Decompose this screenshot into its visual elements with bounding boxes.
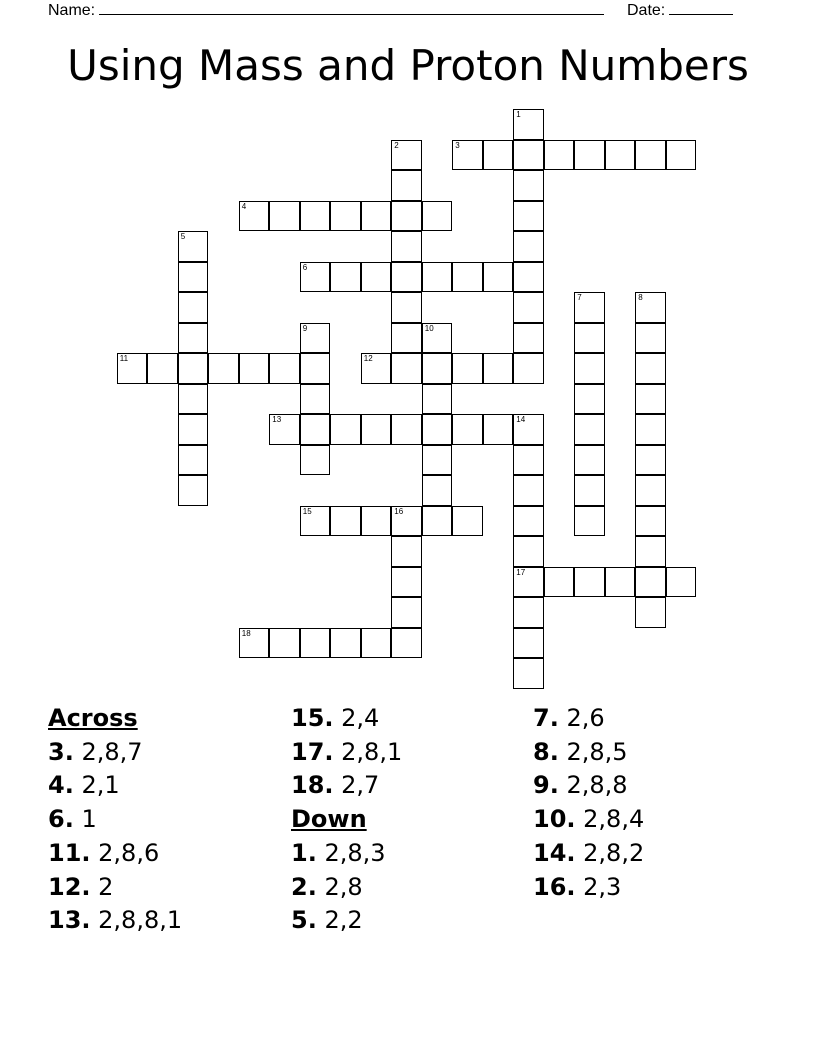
clue-item: 11. 2,8,6	[48, 838, 160, 867]
crossword-cell[interactable]	[391, 323, 422, 354]
crossword-cell[interactable]	[605, 567, 636, 598]
clue-item: 6. 1	[48, 805, 97, 834]
crossword-cell[interactable]	[635, 506, 666, 537]
crossword-cell[interactable]	[300, 262, 331, 293]
crossword-cell[interactable]	[422, 414, 453, 445]
crossword-cell[interactable]	[544, 567, 575, 598]
crossword-cell[interactable]	[239, 628, 270, 659]
cell-number: 5	[180, 232, 186, 242]
crossword-cell[interactable]	[666, 140, 697, 171]
crossword-cell[interactable]	[483, 414, 514, 445]
crossword-cell[interactable]	[391, 292, 422, 323]
crossword-cell[interactable]	[635, 597, 666, 628]
crossword-cell[interactable]	[361, 506, 392, 537]
crossword-cell[interactable]	[178, 292, 209, 323]
crossword-cell[interactable]	[330, 414, 361, 445]
crossword-cell[interactable]	[513, 445, 544, 476]
crossword-cell[interactable]	[178, 323, 209, 354]
clue-item: 12. 2	[48, 872, 114, 901]
crossword-cell[interactable]	[513, 109, 544, 140]
crossword-cell[interactable]	[635, 353, 666, 384]
crossword-cell[interactable]	[513, 292, 544, 323]
crossword-cell[interactable]	[300, 323, 331, 354]
crossword-cell[interactable]	[269, 628, 300, 659]
crossword-cell[interactable]	[483, 140, 514, 171]
clue-item: 4. 2,1	[48, 771, 120, 800]
crossword-cell[interactable]	[178, 262, 209, 293]
crossword-cell[interactable]	[330, 262, 361, 293]
across-heading: Across	[48, 704, 138, 732]
cell-number: 15	[302, 506, 312, 516]
crossword-cell[interactable]	[391, 628, 422, 659]
crossword-cell[interactable]	[635, 323, 666, 354]
crossword-cell[interactable]	[422, 506, 453, 537]
clue-item: 1. 2,8,3	[291, 838, 386, 867]
cell-number: 12	[363, 354, 373, 364]
crossword-cell[interactable]	[574, 475, 605, 506]
crossword-cell[interactable]	[513, 506, 544, 537]
crossword-cell[interactable]	[239, 353, 270, 384]
crossword-cell[interactable]	[269, 353, 300, 384]
clue-item: 16. 2,3	[533, 872, 622, 901]
page-title: Using Mass and Proton Numbers	[67, 41, 749, 90]
cell-number: 1	[516, 110, 521, 120]
crossword-cell[interactable]	[208, 353, 239, 384]
crossword-cell[interactable]	[178, 445, 209, 476]
crossword-cell[interactable]	[483, 353, 514, 384]
crossword-cell[interactable]	[300, 506, 331, 537]
cell-number: 3	[455, 140, 460, 150]
cell-number: 4	[241, 201, 247, 211]
clue-item: 5. 2,2	[291, 906, 363, 935]
cell-number: 11	[119, 354, 129, 364]
date-label: Date:	[627, 2, 666, 19]
crossword-cell[interactable]	[391, 353, 422, 384]
clue-column-3	[533, 702, 644, 904]
crossword-cell[interactable]	[391, 201, 422, 232]
crossword-cell[interactable]	[666, 567, 697, 598]
crossword-cell[interactable]	[574, 567, 605, 598]
crossword-cell[interactable]	[513, 475, 544, 506]
crossword-cell[interactable]	[391, 140, 422, 171]
crossword-cell[interactable]	[361, 414, 392, 445]
crossword-cell[interactable]	[330, 506, 361, 537]
crossword-cell[interactable]	[391, 567, 422, 598]
down-heading: Down	[291, 805, 367, 834]
crossword-cell[interactable]	[513, 231, 544, 262]
crossword-cell[interactable]	[635, 384, 666, 415]
crossword-cell[interactable]	[574, 384, 605, 415]
crossword-cell[interactable]	[513, 658, 544, 689]
clue-item: 15. 2,4	[291, 704, 380, 732]
crossword-cell[interactable]	[300, 353, 331, 384]
crossword-cell[interactable]	[361, 201, 392, 232]
crossword-cell[interactable]	[330, 201, 361, 232]
cell-number: 10	[424, 323, 434, 333]
crossword-cell[interactable]	[452, 353, 483, 384]
crossword-cell[interactable]	[300, 201, 331, 232]
cell-number: 7	[577, 293, 582, 303]
crossword-cell[interactable]	[178, 384, 209, 415]
crossword-cell[interactable]	[574, 323, 605, 354]
crossword-cell[interactable]	[513, 597, 544, 628]
crossword-cell[interactable]	[117, 353, 148, 384]
clue-column-2	[291, 702, 402, 938]
crossword-cell[interactable]	[178, 353, 209, 384]
crossword-cell[interactable]	[330, 628, 361, 659]
crossword-cell[interactable]	[513, 414, 544, 445]
crossword-cell[interactable]	[147, 353, 178, 384]
crossword-cell[interactable]	[178, 231, 209, 262]
crossword-cell[interactable]	[635, 567, 666, 598]
clue-column-1	[48, 702, 182, 938]
crossword-cell[interactable]	[422, 384, 453, 415]
crossword-cell[interactable]	[513, 628, 544, 659]
clue-item: 18. 2,7	[291, 771, 380, 800]
crossword-cell[interactable]	[574, 353, 605, 384]
crossword-cell[interactable]	[635, 414, 666, 445]
crossword-cell[interactable]	[635, 292, 666, 323]
crossword-cell[interactable]	[513, 567, 544, 598]
crossword-cell[interactable]	[391, 597, 422, 628]
crossword-cell[interactable]	[361, 628, 392, 659]
clue-item: 8. 2,8,5	[533, 737, 628, 766]
cell-number: 18	[241, 628, 251, 638]
cell-number: 17	[516, 567, 526, 577]
crossword-cell[interactable]	[422, 262, 453, 293]
cell-number: 16	[394, 506, 404, 516]
crossword-cell[interactable]	[574, 292, 605, 323]
crossword-cell[interactable]	[513, 536, 544, 567]
crossword-cell[interactable]	[513, 323, 544, 354]
crossword-cell[interactable]	[452, 414, 483, 445]
crossword-cell[interactable]	[391, 536, 422, 567]
crossword-cell[interactable]	[422, 201, 453, 232]
crossword-cell[interactable]	[422, 353, 453, 384]
cell-number: 9	[302, 323, 308, 333]
crossword-cell[interactable]	[422, 445, 453, 476]
crossword-cell[interactable]	[574, 506, 605, 537]
crossword-cell[interactable]	[391, 414, 422, 445]
crossword-cell[interactable]	[635, 445, 666, 476]
crossword-cell[interactable]	[391, 262, 422, 293]
crossword-cell[interactable]	[635, 475, 666, 506]
cell-number: 2	[394, 140, 399, 150]
crossword-cell[interactable]	[513, 201, 544, 232]
crossword-cell[interactable]	[391, 506, 422, 537]
crossword-cell[interactable]	[361, 262, 392, 293]
clue-item: 2. 2,8	[291, 872, 363, 901]
crossword-cell[interactable]	[269, 414, 300, 445]
crossword-cell[interactable]	[513, 140, 544, 171]
crossword-cell[interactable]	[300, 414, 331, 445]
crossword-cell[interactable]	[452, 140, 483, 171]
crossword-cell[interactable]	[513, 262, 544, 293]
crossword-cell[interactable]	[605, 140, 636, 171]
crossword-cell[interactable]	[635, 536, 666, 567]
crossword-cell[interactable]	[178, 475, 209, 506]
crossword-cell[interactable]	[574, 140, 605, 171]
clue-item: 7. 2,6	[533, 704, 605, 732]
crossword-cell[interactable]	[574, 414, 605, 445]
crossword-cell[interactable]	[452, 262, 483, 293]
cell-number: 8	[638, 293, 643, 303]
crossword-cell[interactable]	[391, 231, 422, 262]
crossword-cell[interactable]	[513, 353, 544, 384]
crossword-cell[interactable]	[300, 384, 331, 415]
crossword-cell[interactable]	[178, 414, 209, 445]
cell-number: 14	[516, 415, 526, 425]
crossword-cell[interactable]	[239, 201, 270, 232]
crossword-cell[interactable]	[361, 353, 392, 384]
clue-item: 10. 2,8,4	[533, 805, 645, 834]
crossword-cell[interactable]	[544, 140, 575, 171]
clue-item: 9. 2,8,8	[533, 771, 628, 800]
cell-number: 6	[302, 262, 308, 272]
clue-item: 3. 2,8,7	[48, 737, 143, 766]
crossword-cell[interactable]	[300, 445, 331, 476]
crossword-cell[interactable]	[452, 506, 483, 537]
clue-item: 17. 2,8,1	[291, 737, 403, 766]
crossword-cell[interactable]	[574, 445, 605, 476]
name-label: Name:	[48, 2, 96, 19]
crossword-cell[interactable]	[422, 323, 453, 354]
crossword-cell[interactable]	[483, 262, 514, 293]
crossword-cell[interactable]	[635, 140, 666, 171]
cell-number: 13	[272, 415, 282, 425]
clue-item: 14. 2,8,2	[533, 838, 645, 867]
crossword-cell[interactable]	[269, 201, 300, 232]
crossword-cell[interactable]	[513, 170, 544, 201]
crossword-cell[interactable]	[300, 628, 331, 659]
clue-item: 13. 2,8,8,1	[48, 906, 183, 935]
crossword-cell[interactable]	[391, 170, 422, 201]
crossword-cell[interactable]	[422, 475, 453, 506]
